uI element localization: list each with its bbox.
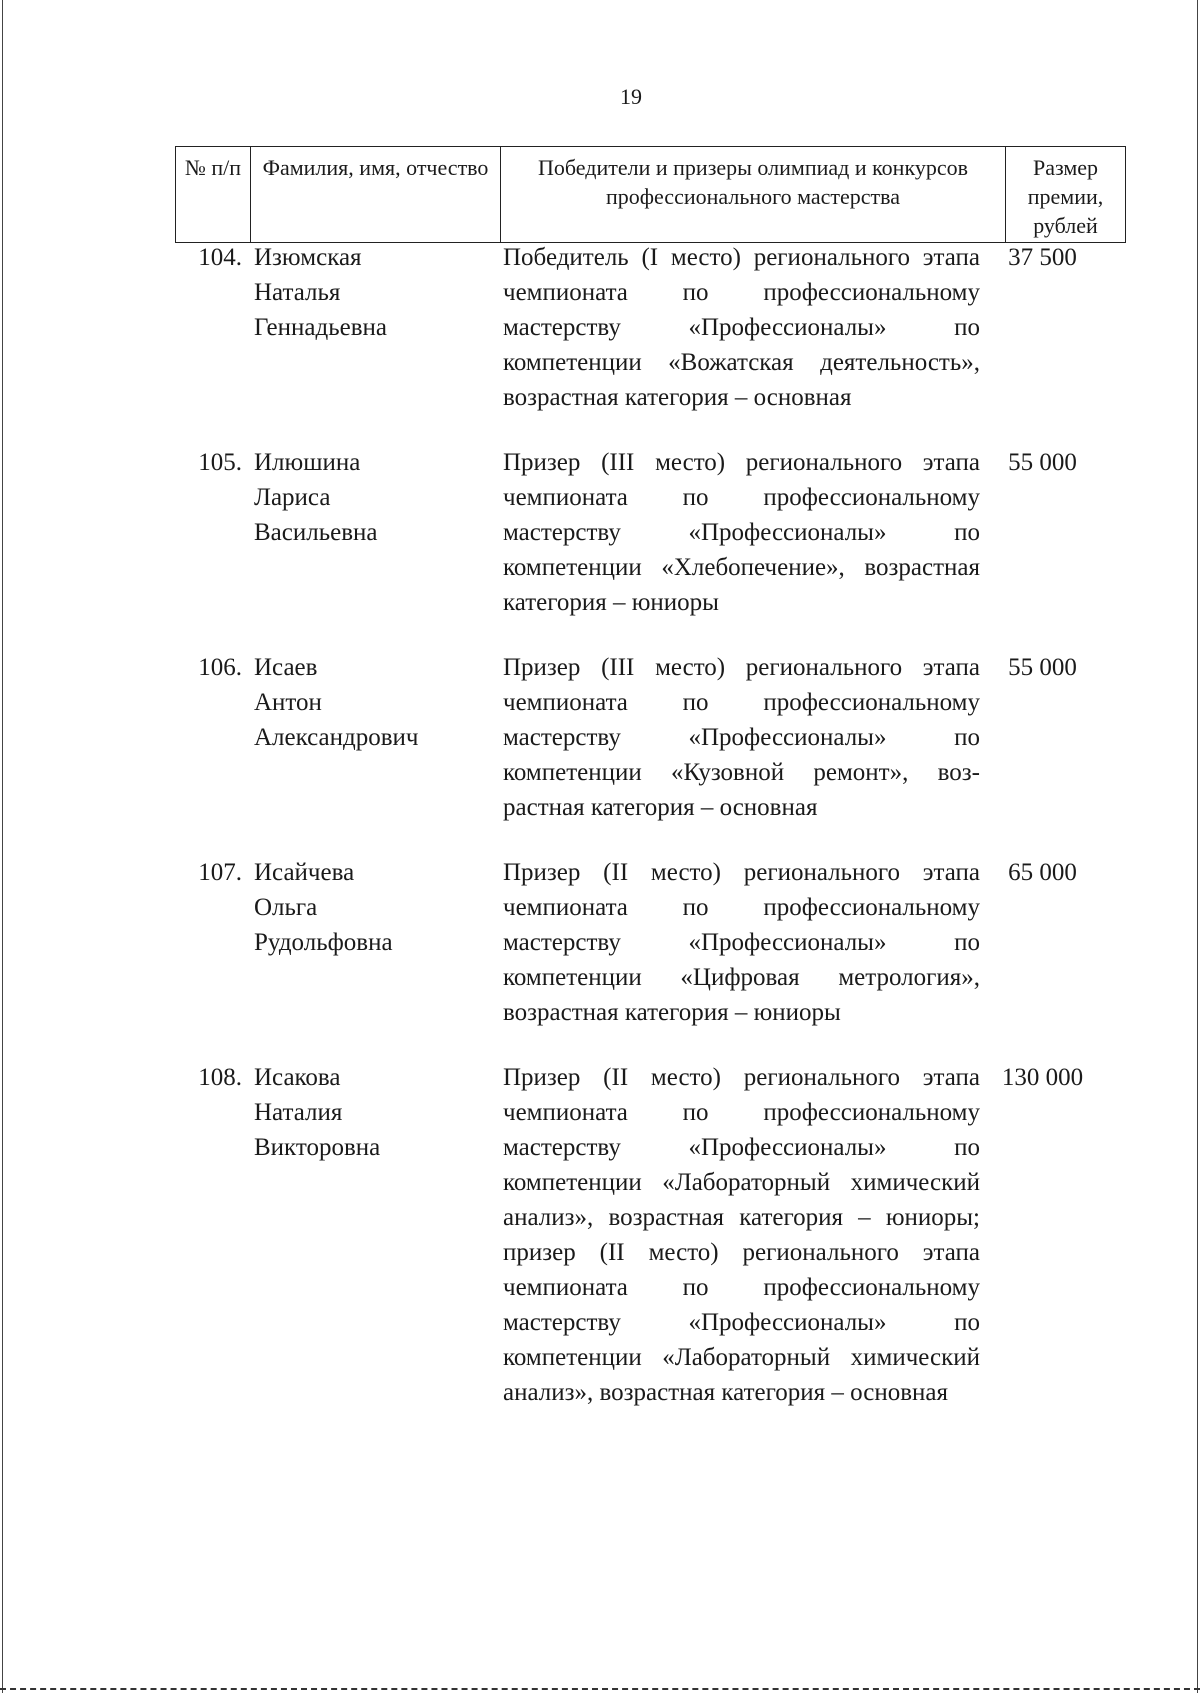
- first-name: Наталия: [254, 1099, 343, 1126]
- row-number: 107.: [198, 859, 242, 886]
- patronymic: Рудольфовна: [254, 929, 393, 956]
- row-number: 105.: [198, 449, 242, 476]
- table-row: [175, 240, 1105, 415]
- award-amount: 130 000: [1001, 1064, 1084, 1091]
- award-description: Призер (II место) регионального этапа чемпионата по профессиональному мастерству «Профессионалы» по компетенции «Цифровая метрология», возрастная категория – юниоры: [503, 859, 980, 1026]
- first-name: Ольга: [254, 894, 318, 921]
- last-name: Исаев: [254, 654, 318, 681]
- award-amount: 55 000: [1008, 449, 1077, 476]
- bottom-rule: [0, 1688, 1200, 1690]
- award-description: Призер (III место) регионального этапа чемпионата по профессиональному мастерству «Профессионалы» по компетенции «Кузовной ремонт», возрастная категория – основная: [503, 654, 980, 821]
- award-list: [175, 240, 1105, 1440]
- award-amount: 37 500: [1008, 244, 1077, 271]
- first-name: Наталья: [254, 279, 341, 306]
- page-number: 19: [620, 84, 642, 109]
- last-name: Исакова: [254, 1064, 341, 1091]
- header-col-amount: Размер премии, рублей: [1006, 147, 1126, 243]
- row-number: 108.: [198, 1064, 242, 1091]
- header-col-number: № п/п: [176, 147, 251, 243]
- row-number: 104.: [198, 244, 242, 271]
- table-row: [175, 445, 1105, 620]
- full-name: [250, 855, 495, 1030]
- header-col-name: Фамилия, имя, отчество: [251, 147, 501, 243]
- table-row: [175, 1060, 1105, 1410]
- award-amount: 65 000: [1008, 859, 1077, 886]
- patronymic: Васильевна: [254, 519, 378, 546]
- last-name: Изюмская: [254, 244, 362, 271]
- last-name: Исайчева: [254, 859, 355, 886]
- full-name: [250, 445, 495, 620]
- last-name: Илюшина: [254, 449, 361, 476]
- table-row: [175, 855, 1105, 1030]
- patronymic: Александрович: [254, 724, 419, 751]
- full-name: [250, 650, 495, 825]
- first-name: Антон: [254, 689, 322, 716]
- row-number: 106.: [198, 654, 242, 681]
- patronymic: Викторовна: [254, 1134, 381, 1161]
- award-description: Призер (II место) регионального этапа чемпионата по профессиональному мастерству «Профессионалы» по компетенции «Лабораторный химический анализ», возрастная категория – юниоры; призер (II место) регионального этапа чемпионата по профессиональному мастерству «Профессионалы» по компетенции «Лабораторный химический анализ», возрастная категория – основная: [503, 1064, 980, 1406]
- header-col-award: Победители и призеры олимпиад и конкурсов профессионального мастерства: [501, 147, 1006, 243]
- first-name: Лариса: [254, 484, 331, 511]
- award-description: Победитель (I место) регионального этапа чемпионата по профессиональному мастерству «Профессионалы» по компетенции «Вожатская деятельность», возрастная категория – основная: [503, 244, 980, 411]
- award-description: Призер (III место) регионального этапа чемпионата по профессиональному мастерству «Профессионалы» по компетенции «Хлебопечение», возрастная категория – юниоры: [503, 449, 980, 616]
- table-row: [175, 650, 1105, 825]
- full-name: [250, 240, 495, 415]
- award-amount: 55 000: [1008, 654, 1077, 681]
- patronymic: Геннадьевна: [254, 314, 387, 341]
- full-name: [250, 1060, 495, 1410]
- table-header: [175, 146, 1126, 243]
